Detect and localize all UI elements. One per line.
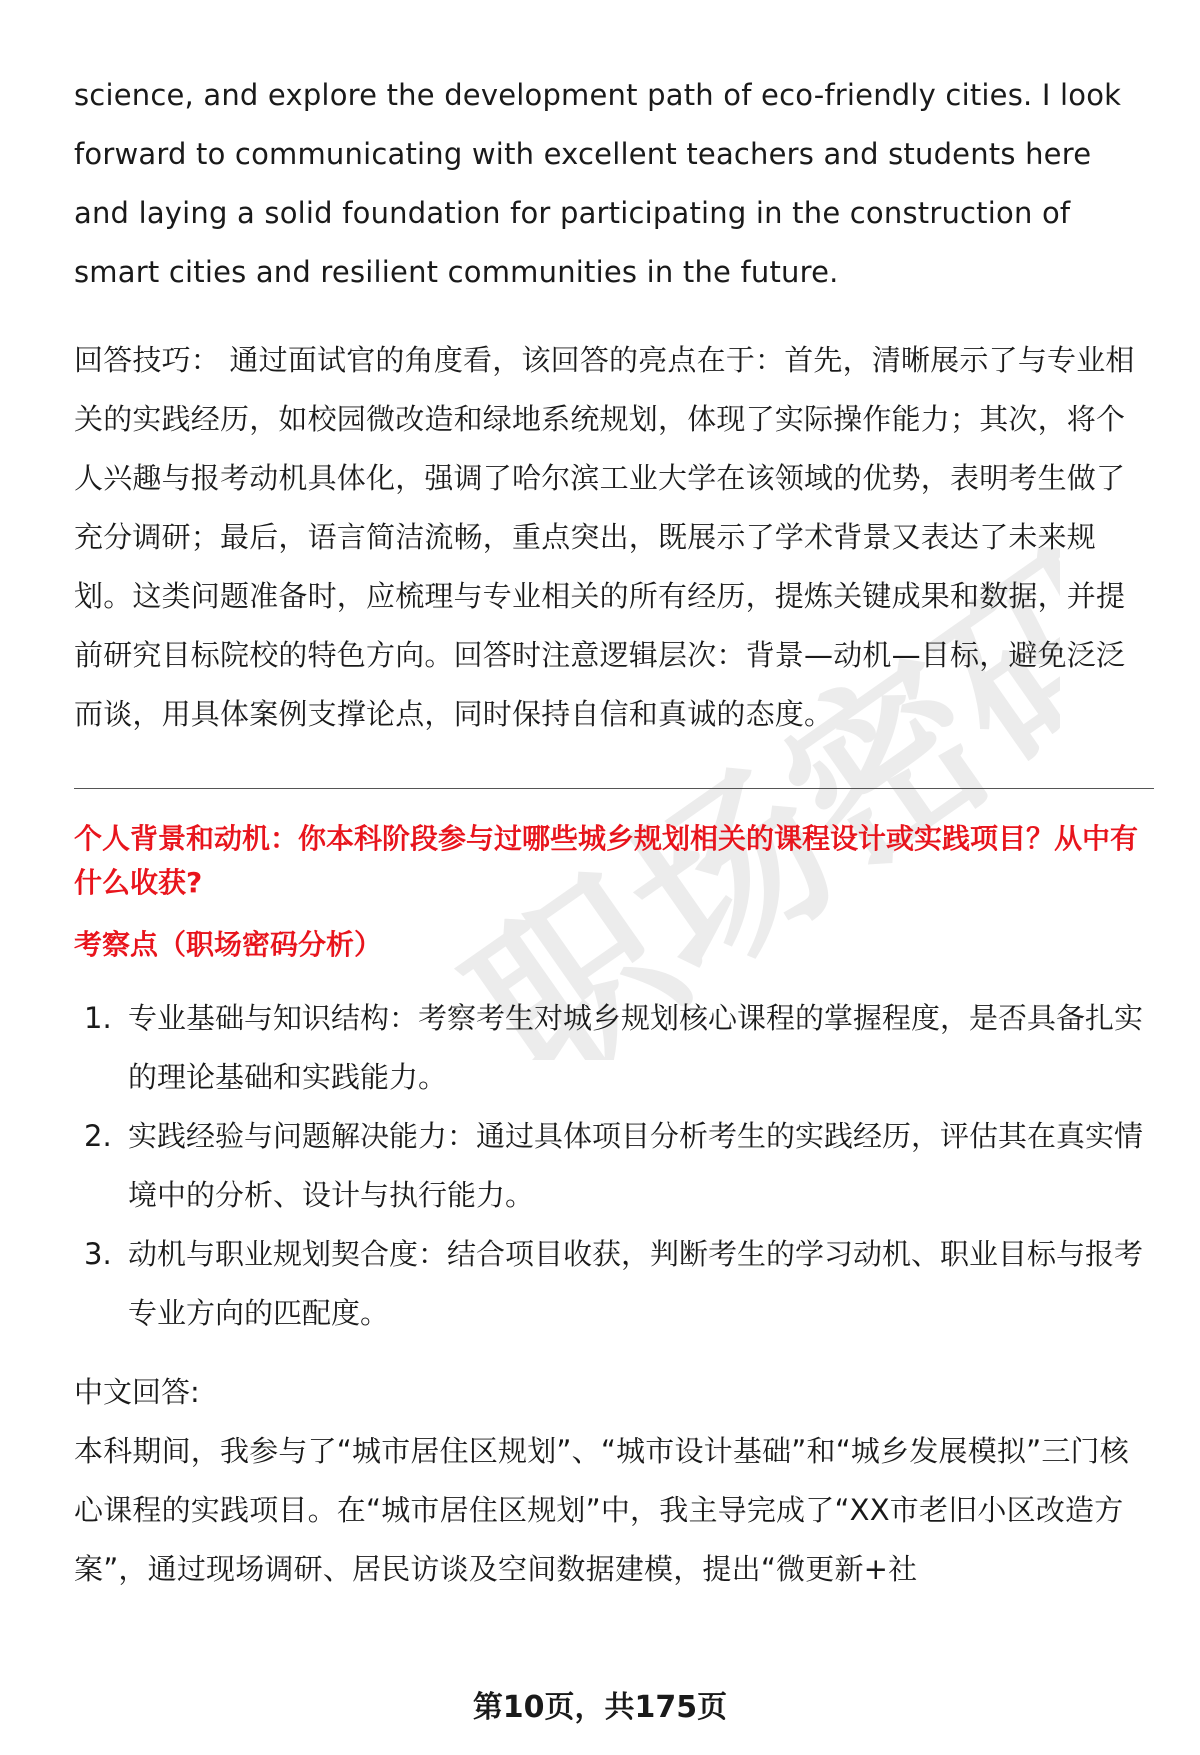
intro-paragraph: science, and explore the development path of eco-friendly cities. I look forward to communicating with excellent teachers and students here and laying a solid foundation for participating in the construction of smart cities and resilient communities in the future.: [74, 78, 1122, 289]
page-number-footer: 第10页，共175页: [472, 1690, 728, 1725]
answer-tip-paragraph: 回答技巧： 通过面试官的角度看，该回答的亮点在于：首先，清晰展示了与专业相关的实践经历，如校园微改造和绿地系统规划，体现了实际操作能力；其次，将个人兴趣与报考动机具体化，强调了哈尔滨工业大学在该领域的优势，表明考生做了充分调研；最后，语言简洁流畅，重点突出，既展示了学术背景又表达了未来规划。这类问题准备时，应梳理与专业相关的所有经历，提炼关键成果和数据，并提前研究目标院校的特色方向。回答时注意逻辑层次：背景—动机—目标，避免泛泛而谈，用具体案例支撑论点，同时保持自信和真诚的态度。: [74, 343, 1135, 731]
question-heading: 个人背景和动机：你本科阶段参与过哪些城乡规划相关的课程设计或实践项目？从中有什么收获?: [74, 822, 1139, 899]
chinese-answer-paragraph: 本科期间，我参与了“城市居住区规划”、“城市设计基础”和“城乡发展模拟”三门核心课程的实践项目。在“城市居住区规划”中，我主导完成了“XX市老旧小区改造方案”，通过现场调研、居民访谈及空间数据建模，提出“微更新+社: [74, 1434, 1129, 1586]
list-item: [74, 1225, 1154, 1343]
list-item-number: 2.: [84, 1119, 112, 1153]
list-item: [74, 989, 1154, 1107]
assessment-points-heading: 考察点（职场密码分析）: [74, 928, 383, 961]
list-item-text: 专业基础与知识结构：考察考生对城乡规划核心课程的掌握程度，是否具备扎实的理论基础和实践能力。: [128, 1001, 1144, 1094]
document-page: [74, 66, 1154, 1599]
watermark-text: 职场密码: [435, 540, 1060, 1060]
chinese-answer-label: 中文回答:: [74, 1375, 200, 1409]
list-item-text: 实践经验与问题解决能力：通过具体项目分析考生的实践经历，评估其在真实情境中的分析、设计与执行能力。: [128, 1119, 1144, 1212]
list-item-text: 动机与职业规划契合度：结合项目收获，判断考生的学习动机、职业目标与报考专业方向的匹配度。: [128, 1237, 1144, 1330]
list-item-number: 1.: [84, 1001, 112, 1035]
section-divider: [74, 788, 1154, 789]
list-item: [74, 1107, 1154, 1225]
list-item-number: 3.: [84, 1237, 112, 1271]
assessment-points-list: [74, 989, 1154, 1343]
